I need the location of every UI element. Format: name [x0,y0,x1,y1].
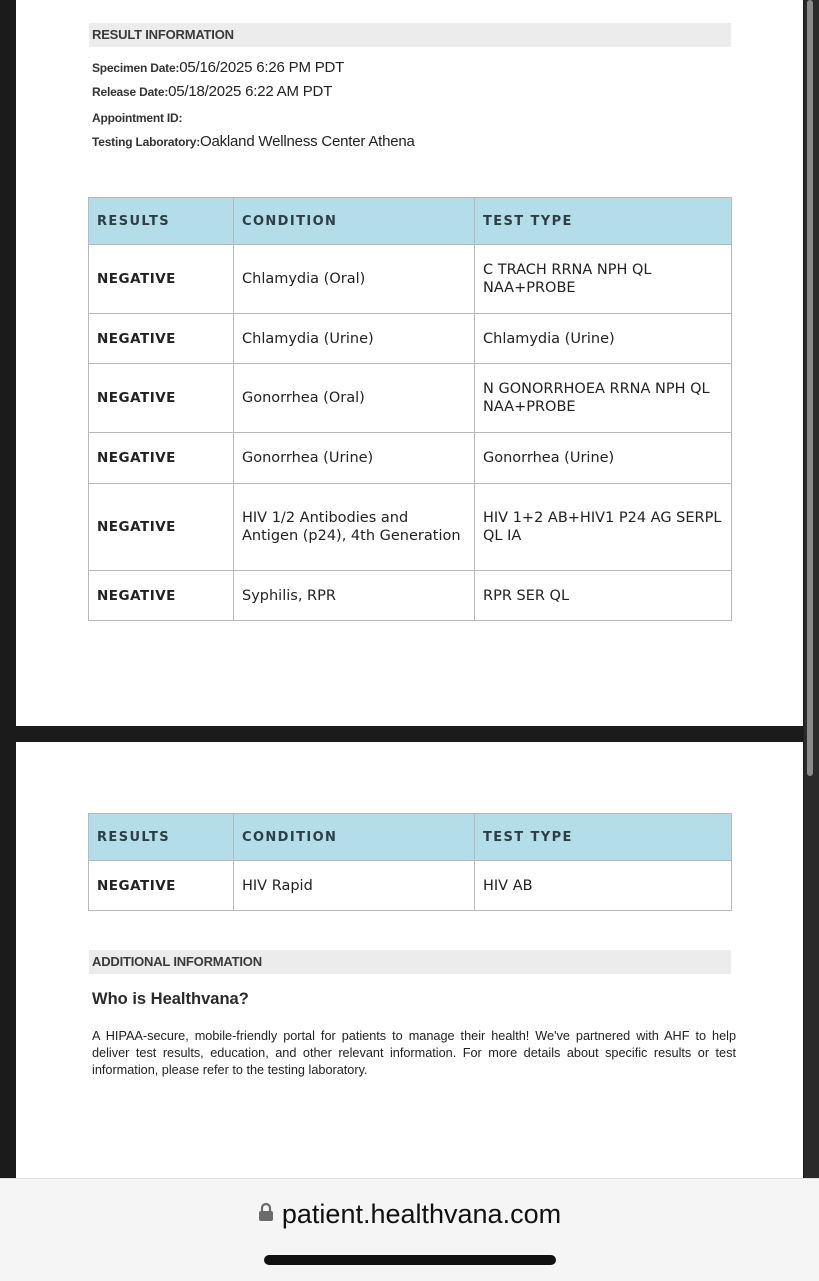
condition-cell: HIV Rapid [234,861,475,911]
browser-bottom-bar [0,1178,819,1281]
specimen-date-line [92,59,344,76]
release-date-line [92,83,332,100]
table-row [89,861,732,911]
condition-column-header: CONDITION [234,814,475,861]
results-table-1 [88,197,732,621]
result-cell: NEGATIVE [89,364,234,433]
test-type-column-header: TEST TYPE [475,814,732,861]
testing-lab-value: Oakland Wellness Center Athena [200,133,415,150]
condition-cell: Gonorrhea (Urine) [234,433,475,484]
test-type-cell: RPR SER QL [475,571,732,621]
scrollbar-thumb[interactable] [807,0,813,776]
release-date-label: Release Date: [92,85,169,99]
result-cell: NEGATIVE [89,314,234,364]
table-header-row [89,198,732,245]
table-header-row [89,814,732,861]
result-cell: NEGATIVE [89,433,234,484]
lock-icon [258,1198,274,1229]
specimen-date-value: 05/16/2025 6:26 PM PDT [179,59,345,76]
appointment-id-label: Appointment ID: [92,111,183,125]
additional-information-header: ADDITIONAL INFORMATION [89,950,731,974]
condition-cell: Chlamydia (Oral) [234,245,475,314]
result-information-header: RESULT INFORMATION [89,23,731,47]
table-row [89,314,732,364]
condition-cell: Gonorrhea (Oral) [234,364,475,433]
result-cell: NEGATIVE [89,484,234,571]
result-cell: NEGATIVE [89,245,234,314]
result-cell: NEGATIVE [89,571,234,621]
results-column-header: RESULTS [89,198,234,245]
home-indicator[interactable] [264,1255,556,1265]
specimen-date-label: Specimen Date: [92,61,180,75]
test-type-cell: HIV 1+2 AB+HIV1 P24 AG SERPL QL IA [475,484,732,571]
results-column-header: RESULTS [89,814,234,861]
test-type-cell: Gonorrhea (Urine) [475,433,732,484]
result-cell: NEGATIVE [89,861,234,911]
test-type-cell: C TRACH RRNA NPH QL NAA+PROBE [475,245,732,314]
release-date-value: 05/18/2025 6:22 AM PDT [168,83,333,100]
table-row [89,245,732,314]
url-text[interactable]: patient.healthvana.com [281,1199,562,1229]
condition-column-header: CONDITION [234,198,475,245]
test-type-cell: Chlamydia (Urine) [475,314,732,364]
results-table-2 [88,813,732,911]
testing-lab-line [92,133,415,150]
test-type-cell: HIV AB [475,861,732,911]
table-row [89,484,732,571]
document-page-2 [16,742,803,1178]
document-page-1 [16,0,803,726]
appointment-id-line [92,109,182,126]
condition-cell: Syphilis, RPR [234,571,475,621]
condition-cell: Chlamydia (Urine) [234,314,475,364]
test-type-cell: N GONORRHOEA RRNA NPH QL NAA+PROBE [475,364,732,433]
condition-cell: HIV 1/2 Antibodies and Antigen (p24), 4th Generation [234,484,475,571]
table-row [89,571,732,621]
address-bar[interactable] [0,1199,819,1230]
who-is-healthvana-title: Who is Healthvana? [92,990,249,1008]
table-row [89,433,732,484]
test-type-column-header: TEST TYPE [475,198,732,245]
table-row [89,364,732,433]
healthvana-description: A HIPAA-secure, mobile-friendly portal for patients to manage their health! We've partnered with AHF to help deliver test results, education, and other relevant information. For more details about specific results or test information, please refer to the testing laboratory. [92,1029,736,1077]
testing-lab-label: Testing Laboratory: [92,135,200,149]
